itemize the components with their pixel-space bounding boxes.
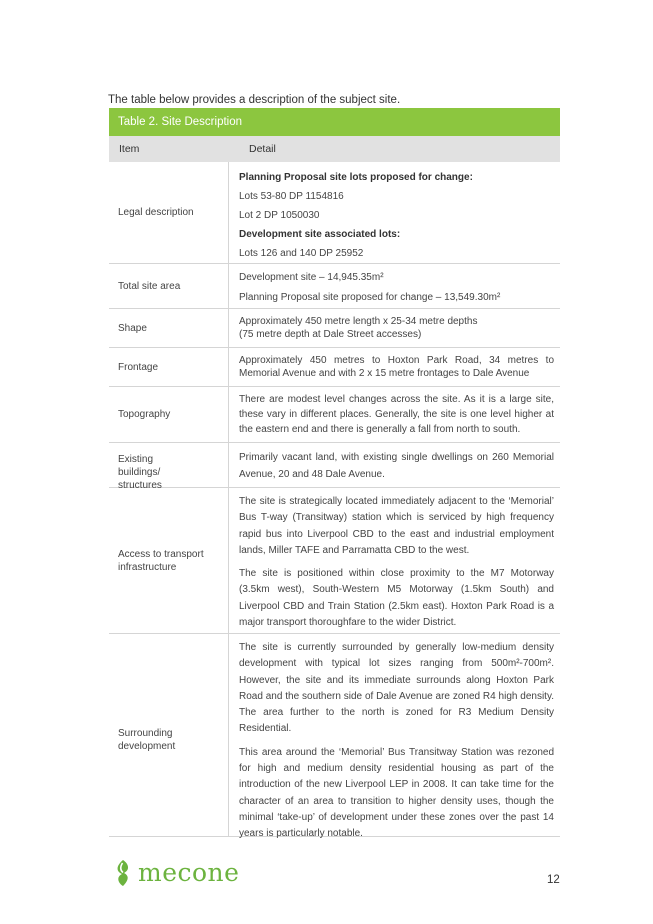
header-detail: Detail bbox=[249, 143, 276, 155]
table-row bbox=[109, 387, 560, 443]
logo-text: mecone bbox=[138, 858, 240, 887]
detail-paragraph: Approximately 450 metres to Hoxton Park Road, 34 metres to Memorial Avenue and with 2 x 15 metre frontages to Dale Avenue bbox=[239, 355, 554, 379]
table-row bbox=[109, 309, 560, 348]
mecone-logo bbox=[112, 858, 239, 887]
detail-line: Lots 126 and 140 DP 25952 bbox=[239, 248, 364, 259]
detail-line: Approximately 450 metre length x 25-34 metre depths bbox=[239, 316, 478, 327]
row-item-label: Existing buildings/ structures bbox=[109, 443, 229, 487]
table-row bbox=[109, 634, 560, 840]
row-item-label: Total site area bbox=[109, 264, 229, 308]
detail-heading: Planning Proposal site lots proposed for change: bbox=[239, 172, 473, 183]
intro-text: The table below provides a description of the subject site. bbox=[108, 93, 401, 106]
detail-line: Development site – 14,945.35m² bbox=[239, 272, 384, 283]
table-row bbox=[109, 264, 560, 309]
row-item-label: Legal description bbox=[109, 162, 229, 263]
page-number: 12 bbox=[547, 874, 560, 886]
table-title: Table 2. Site Description bbox=[109, 108, 560, 136]
row-item-label: Access to transport infrastructure bbox=[109, 488, 229, 633]
header-item: Item bbox=[119, 143, 140, 155]
detail-paragraph: There are modest level changes across the site. As it is a large site, these vary in different places. Generally, the site is one level higher at the eastern end and there is generally a fall from north to south. bbox=[239, 394, 554, 435]
detail-line: Lot 2 DP 1050030 bbox=[239, 210, 320, 221]
detail-paragraph: The site is currently surrounded by generally low-medium density development with typical lot sizes ranging from 500m²-700m². However, the site and its immediate surrounds along Hoxton Park Road and the southern side of Dale Avenue are zoned R4 high density. The area further to the north is zoned for R3 Medium Density Residential. bbox=[239, 642, 554, 735]
detail-paragraph: The site is positioned within close proximity to the M7 Motorway (3.5km west), South-Western M5 Motorway (1.5km South) and Liverpool CBD and Train Station (2.5km east). Hoxton Park Road is a major transport thoroughfare to the wider District. bbox=[239, 568, 554, 629]
row-item-label: Shape bbox=[109, 309, 229, 347]
detail-paragraph: The site is strategically located immediately adjacent to the ‘Memorial’ Bus T-way (Transitway) station which is serviced by high frequency rapid bus into Liverpool CBD to the east and industrial employment lands, Miller TAFE and Parramatta CBD to the west. bbox=[239, 496, 554, 556]
detail-line: (75 metre depth at Dale Street accesses) bbox=[239, 329, 422, 340]
detail-paragraph: This area around the ‘Memorial’ Bus Transitway Station was rezoned for high and medium density residential housing as part of the introduction of the new Liverpool LEP in 2008. It can take time for the character of an area to transition to higher density uses, though the minimal ‘take-up’ of development under these zones over the past 14 years is particularly notable. bbox=[239, 746, 554, 840]
site-description-table bbox=[109, 108, 560, 840]
table-row bbox=[109, 348, 560, 387]
detail-line: Lots 53-80 DP 1154816 bbox=[239, 191, 344, 202]
detail-line: Planning Proposal site proposed for change – 13,549.30m² bbox=[239, 292, 501, 303]
leaf-icon bbox=[112, 859, 134, 887]
table-row bbox=[109, 488, 560, 634]
row-item-label: Frontage bbox=[109, 348, 229, 386]
row-item-label: Topography bbox=[109, 387, 229, 442]
table-header-row bbox=[109, 136, 560, 162]
detail-heading: Development site associated lots: bbox=[239, 229, 401, 240]
table-row bbox=[109, 443, 560, 491]
row-item-label: Surrounding development bbox=[109, 634, 229, 836]
table-row bbox=[109, 162, 560, 264]
detail-paragraph: Primarily vacant land, with existing single dwellings on 260 Memorial Avenue, 20 and 48 Dale Avenue. bbox=[239, 452, 554, 480]
